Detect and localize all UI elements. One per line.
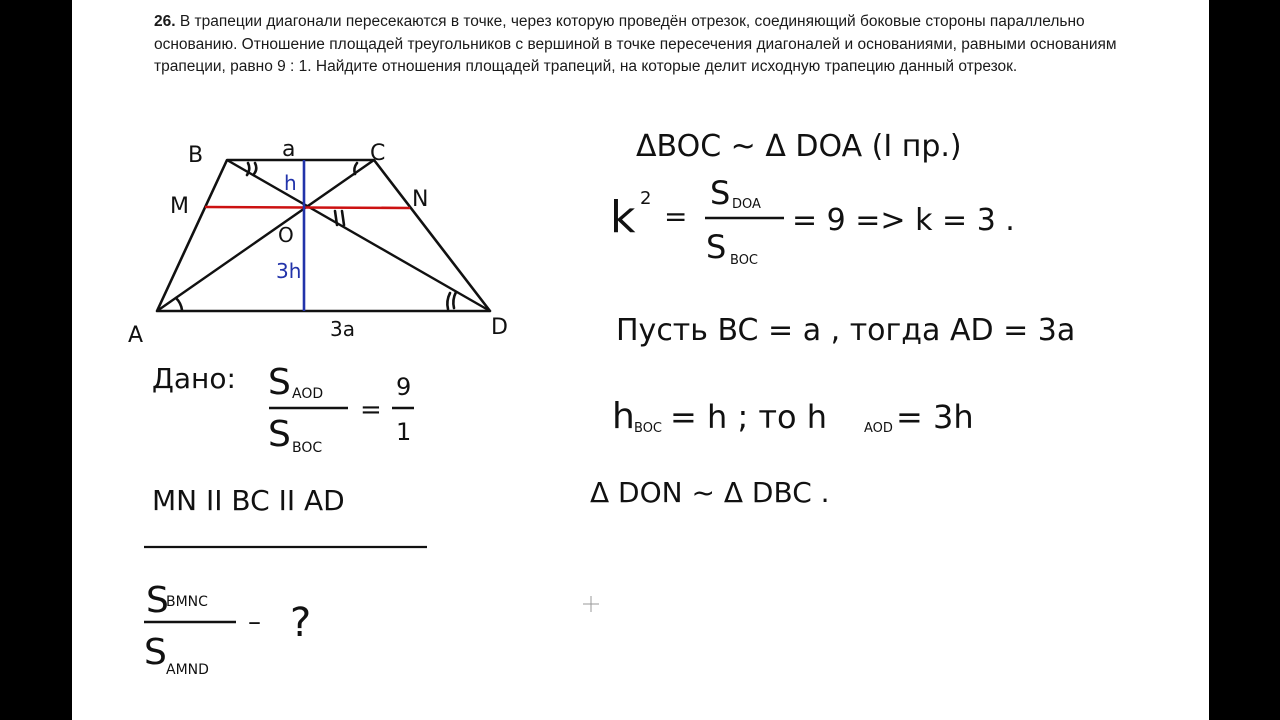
point-label-n: N <box>412 187 429 212</box>
find-den-sub: AMND <box>166 662 209 678</box>
base-label-a: a <box>282 137 296 162</box>
find-question: ? <box>290 600 312 646</box>
find-dash: – <box>248 607 261 637</box>
solution-h1: h <box>612 396 635 437</box>
trapezoid-outline <box>157 160 490 311</box>
given-value-den: 1 <box>396 418 412 446</box>
solution-h2-sub: AOD <box>864 421 893 436</box>
given-block <box>144 362 427 547</box>
vertex-label-d: D <box>491 315 508 340</box>
vertex-label-b: B <box>188 143 204 168</box>
solution-triangles: Δ DON ~ Δ DBC . <box>590 476 830 509</box>
given-ratio-num: S <box>268 362 291 403</box>
solution-h-mid: = h ; то h <box>670 398 828 436</box>
solution-k: k <box>610 192 636 243</box>
solution-let-bc: Пусть BC = a , тогда AD = 3a <box>616 313 1076 348</box>
point-label-m: M <box>170 194 189 219</box>
given-ratio-num-sub: AOD <box>292 386 324 402</box>
solution-k-result: = 9 => k = 3 . <box>792 203 1015 238</box>
solution-h-end: = 3h <box>896 398 974 436</box>
point-label-o: O <box>278 223 294 247</box>
solution-block <box>590 129 1075 509</box>
given-ratio-den: S <box>268 414 291 455</box>
given-title: Дано: <box>152 362 236 395</box>
find-num: S <box>146 580 169 621</box>
parallel-mark-o <box>335 211 344 225</box>
solution-k-num: S <box>710 174 731 212</box>
find-den: S <box>144 632 167 673</box>
find-num-sub: BMNC <box>166 594 208 610</box>
worksheet-page <box>72 0 1209 720</box>
problem-text: В трапеции диагонали пересекаются в точке, через которую проведён отрезок, соединяющий боковые стороны параллельно основанию. Отношение площадей треугольников с вершиной в точке пересечения диагоналей и основаниями, равными основаниям трапеции, равно 9 : 1. Найдите отношения площадей трапеций, на которые делит исходную трапецию данный отрезок. <box>154 13 1117 75</box>
solution-similarity: ΔBOC ~ Δ DOA (I пр.) <box>636 129 962 164</box>
given-parallel: MN II BC II AD <box>152 484 345 517</box>
solution-k-den-sub: BOC <box>730 253 758 268</box>
pen-cursor-icon <box>583 596 599 612</box>
solution-k-eq: = <box>664 200 688 233</box>
angle-mark-a <box>176 298 182 310</box>
height-label-3h: 3h <box>276 259 302 283</box>
handwritten-solution <box>72 0 1209 720</box>
given-value-num: 9 <box>396 373 412 401</box>
base-label-3a: 3a <box>330 317 355 341</box>
segment-mn <box>205 207 410 208</box>
vertex-label-c: C <box>370 141 386 166</box>
vertex-label-a: A <box>128 323 144 348</box>
height-label-h: h <box>284 171 297 195</box>
solution-h1-sub: BOC <box>634 421 662 436</box>
solution-k-exp: 2 <box>640 188 652 209</box>
given-equals: = <box>360 395 382 425</box>
problem-number: 26. <box>154 13 176 30</box>
solution-k-den: S <box>706 228 727 266</box>
solution-k-num-sub: DOA <box>732 197 761 212</box>
angle-mark-d <box>447 292 456 309</box>
trapezoid-figure <box>128 137 508 348</box>
given-ratio-den-sub: BOC <box>292 440 323 456</box>
find-block <box>144 580 311 678</box>
